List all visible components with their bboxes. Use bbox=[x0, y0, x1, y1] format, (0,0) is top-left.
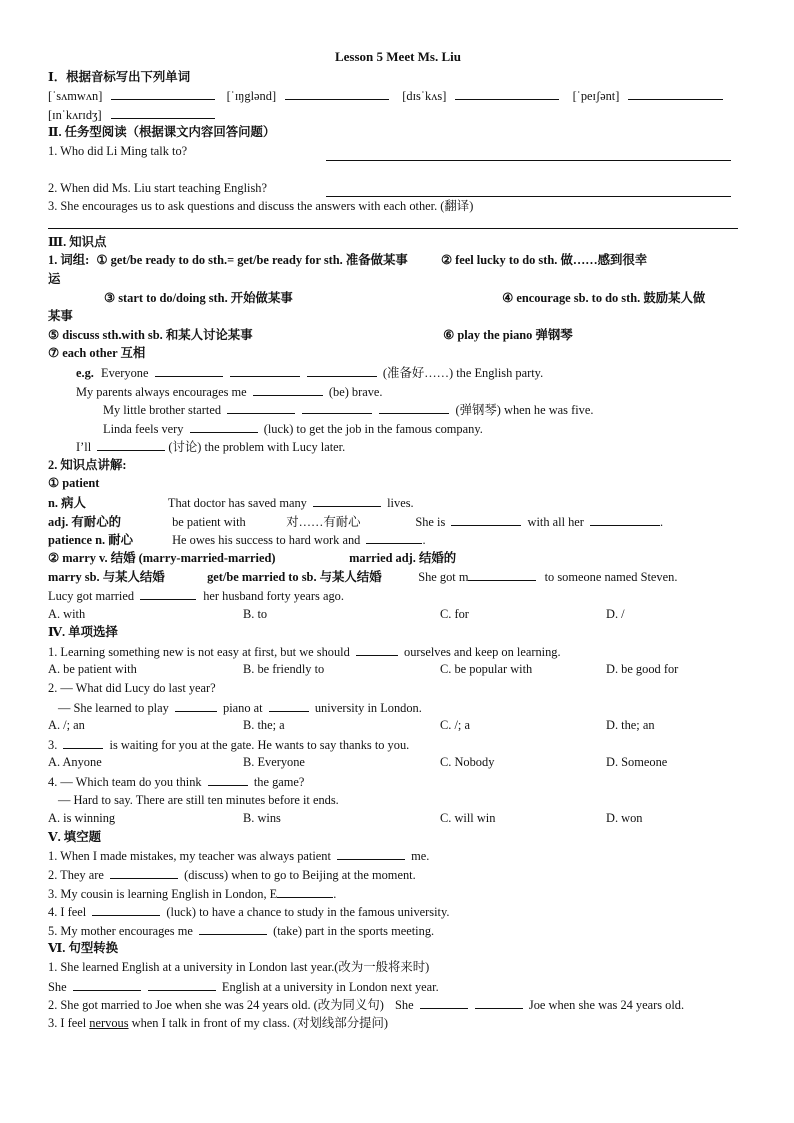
answer-line[interactable] bbox=[326, 147, 731, 161]
option-a[interactable]: A. Anyone bbox=[48, 755, 102, 770]
answer-blank[interactable] bbox=[175, 698, 217, 712]
option-c[interactable]: C. will win bbox=[440, 811, 496, 826]
page-title: Lesson 5 Meet Ms. Liu bbox=[334, 49, 462, 64]
option-b[interactable]: B. the; a bbox=[243, 718, 285, 733]
transform-question-1: 1. She learned English at a university in London last year.(改为一般将来时) bbox=[48, 959, 430, 974]
option-b[interactable]: B. to bbox=[243, 606, 268, 621]
answer-blank[interactable] bbox=[111, 105, 215, 119]
phrase-6: ⑥ play the piano 弹钢琴 bbox=[443, 327, 573, 342]
example-3: My little brother started (弹钢琴) when he was five. bbox=[48, 400, 748, 419]
phrase-4: ④ encourage sb. to do sth. 鼓励某人做 bbox=[502, 290, 706, 305]
option-b[interactable]: B. be friendly to bbox=[243, 662, 325, 677]
answer-blank[interactable] bbox=[227, 400, 295, 414]
example-2: My parents always encourages me (be) brave. bbox=[48, 382, 748, 401]
option-d[interactable]: D. be good for bbox=[606, 662, 679, 677]
mc-question-2: 2. — What did Lucy do last year? bbox=[48, 681, 216, 695]
transform-question-3: 3. I feel nervous when I talk in front of my class. (对划线部分提问) bbox=[48, 1015, 389, 1030]
answer-blank[interactable] bbox=[208, 772, 248, 786]
answer-line[interactable] bbox=[48, 216, 738, 229]
phonetics-row bbox=[48, 86, 748, 105]
answer-blank[interactable] bbox=[307, 363, 377, 377]
transform-answer-1: She English at a university in London next year. bbox=[48, 977, 748, 996]
reading-question-1: 1. Who did Li Ming talk to? bbox=[48, 142, 748, 161]
phrase-row-2 bbox=[48, 289, 748, 308]
fill-question-3: 3. My cousin is learning English in London, E . bbox=[48, 884, 748, 903]
fill-question-4: 4. I feel (luck) to have a chance to study in the famous university. bbox=[48, 902, 748, 921]
section-6-heading: Ⅵ. 句型转换 bbox=[48, 941, 119, 956]
phonetic-2: [ˈɪŋglənd] bbox=[226, 89, 277, 104]
answer-blank[interactable] bbox=[73, 977, 141, 991]
option-d[interactable]: D. the; an bbox=[606, 718, 655, 733]
mc-question-4: 4. — Which team do you think the game? bbox=[48, 772, 748, 791]
option-c[interactable]: C. for bbox=[440, 606, 469, 621]
phonetic-5: [ɪnˈkʌrɪdʒ] bbox=[48, 107, 102, 122]
answer-blank[interactable] bbox=[313, 493, 381, 507]
mc-options-1 bbox=[48, 660, 748, 679]
mc-question-3: 3. is waiting for you at the gate. He wants to say thanks to you. bbox=[48, 735, 748, 754]
reading-question-3: 3. She encourages us to ask questions and discuss the answers with each other. (翻译) bbox=[48, 199, 474, 214]
answer-blank[interactable] bbox=[451, 512, 521, 526]
patient-noun-row: n. 病人 That doctor has saved many lives. bbox=[48, 493, 748, 512]
option-a[interactable]: A. /; an bbox=[48, 718, 85, 733]
phonetic-1: [ˈsʌmwʌn] bbox=[48, 89, 103, 104]
answer-blank[interactable] bbox=[155, 363, 223, 377]
answer-blank[interactable] bbox=[92, 902, 160, 916]
example-1: e.g. Everyone (准备好……) the English party. bbox=[48, 363, 748, 382]
patient-adj-row: adj. 有耐心的 be patient with 对……有耐心 She is with all her . bbox=[48, 512, 748, 531]
answer-blank[interactable] bbox=[628, 86, 723, 100]
patience-row: patience n. 耐心 He owes his success to hard work and . bbox=[48, 530, 748, 549]
answer-blank[interactable] bbox=[468, 567, 536, 581]
fill-question-5: 5. My mother encourages me (take) part in the sports meeting. bbox=[48, 921, 748, 940]
mc-options-2 bbox=[48, 716, 748, 735]
option-a[interactable]: A. with bbox=[48, 606, 86, 621]
phonetics-row-2 bbox=[48, 105, 748, 124]
answer-blank[interactable] bbox=[475, 995, 523, 1009]
answer-blank[interactable] bbox=[63, 735, 103, 749]
answer-blank[interactable] bbox=[97, 437, 165, 451]
answer-blank[interactable] bbox=[253, 382, 323, 396]
lucy-row: Lucy got married her husband forty years ago. bbox=[48, 586, 748, 605]
phrase-2: ② feel lucky to do sth. 做……感到很幸 bbox=[440, 253, 648, 268]
phrase-row-1: 1. 词组: ① get/be ready to do sth.= get/be ready for sth. 准备做某事 ② feel lucky to do sth. 做……感到很幸 bbox=[48, 253, 648, 268]
answer-blank[interactable] bbox=[590, 512, 660, 526]
section-4-heading: Ⅳ. 单项选择 bbox=[48, 625, 118, 640]
answer-blank[interactable] bbox=[277, 884, 333, 898]
option-b[interactable]: B. Everyone bbox=[243, 755, 305, 770]
option-d[interactable]: D. / bbox=[606, 606, 625, 621]
example-5: I’ll (讨论) the problem with Lucy later. bbox=[48, 437, 748, 456]
section-2-heading: Ⅱ. 任务型阅读（根据课文内容回答问题） bbox=[48, 125, 276, 140]
phonetic-3: [dɪsˈkʌs] bbox=[402, 89, 447, 104]
options-row bbox=[48, 605, 748, 624]
example-4: Linda feels very (luck) to get the job in the famous company. bbox=[48, 419, 748, 438]
option-c[interactable]: C. /; a bbox=[440, 718, 470, 733]
mc-question-1: 1. Learning something new is not easy at first, but we should ourselves and keep on learning. bbox=[48, 642, 748, 661]
mc-options-4 bbox=[48, 809, 748, 828]
mc-question-4-reply: — Hard to say. There are still ten minutes before it ends. bbox=[58, 792, 339, 807]
option-d[interactable]: D. Someone bbox=[606, 755, 668, 770]
section-3-heading: Ⅲ. 知识点 bbox=[48, 234, 107, 249]
answer-blank[interactable] bbox=[269, 698, 309, 712]
phrase-5: ⑤ discuss sth.with sb. 和某人讨论某事 bbox=[48, 327, 253, 342]
answer-blank[interactable] bbox=[148, 977, 216, 991]
reading-question-2: 2. When did Ms. Liu start teaching English? bbox=[48, 179, 748, 198]
phrase-row-3 bbox=[48, 326, 748, 345]
answer-blank[interactable] bbox=[110, 865, 178, 879]
answer-blank[interactable] bbox=[230, 363, 300, 377]
phrase-2-wrap: 运 bbox=[48, 271, 61, 286]
option-c[interactable]: C. be popular with bbox=[440, 662, 533, 677]
option-c[interactable]: C. Nobody bbox=[440, 755, 495, 770]
patient-heading: ① patient bbox=[48, 476, 100, 491]
answer-blank[interactable] bbox=[337, 846, 405, 860]
underlined-word: nervous bbox=[89, 1015, 129, 1030]
phrase-1: ① get/be ready to do sth.= get/be ready for sth. 准备做某事 bbox=[96, 253, 408, 268]
answer-blank[interactable] bbox=[420, 995, 468, 1009]
answer-blank[interactable] bbox=[366, 530, 422, 544]
answer-blank[interactable] bbox=[111, 86, 215, 100]
answer-blank[interactable] bbox=[285, 86, 389, 100]
answer-blank[interactable] bbox=[455, 86, 559, 100]
section-1-heading: Ⅰ．根据音标写出下列单词 bbox=[48, 69, 191, 84]
phonetic-4: [ˈpeɪʃənt] bbox=[572, 89, 620, 104]
answer-blank[interactable] bbox=[379, 400, 449, 414]
answer-blank[interactable] bbox=[302, 400, 372, 414]
answer-blank[interactable] bbox=[356, 642, 398, 656]
transform-question-2: 2. She got married to Joe when she was 24 years old. (改为同义句) She Joe when she was 24 years old. bbox=[48, 995, 748, 1014]
phrase-3: ③ start to do/doing sth. 开始做某事 bbox=[104, 290, 293, 305]
mc-question-2-answer: — She learned to play piano at university in London. bbox=[48, 698, 748, 717]
option-a[interactable]: A. is winning bbox=[48, 811, 116, 826]
option-b[interactable]: B. wins bbox=[243, 811, 281, 826]
mc-options-3 bbox=[48, 753, 748, 772]
phrase-4-wrap: 某事 bbox=[48, 309, 73, 324]
explanation-heading: 2. 知识点讲解: bbox=[48, 457, 127, 472]
answer-blank[interactable] bbox=[140, 586, 196, 600]
option-d[interactable]: D. won bbox=[606, 811, 643, 826]
answer-line[interactable] bbox=[326, 183, 731, 197]
worksheet-page bbox=[48, 48, 748, 1032]
fill-question-2: 2. They are (discuss) when to go to Beijing at the moment. bbox=[48, 865, 748, 884]
marry-heading-row: ② marry v. 结婚 (marry-married-married) married adj. 结婚的 bbox=[48, 550, 457, 565]
section-5-heading: Ⅴ. 填空题 bbox=[48, 829, 101, 844]
fill-question-1: 1. When I made mistakes, my teacher was always patient me. bbox=[48, 846, 748, 865]
option-a[interactable]: A. be patient with bbox=[48, 662, 137, 677]
phrase-7: ⑦ each other 互相 bbox=[48, 346, 146, 361]
answer-blank[interactable] bbox=[190, 419, 258, 433]
answer-blank[interactable] bbox=[199, 921, 267, 935]
marry-usage-row: marry sb. 与某人结婚 get/be married to sb. 与某人结婚 She got m to someone named Steven. bbox=[48, 567, 748, 586]
